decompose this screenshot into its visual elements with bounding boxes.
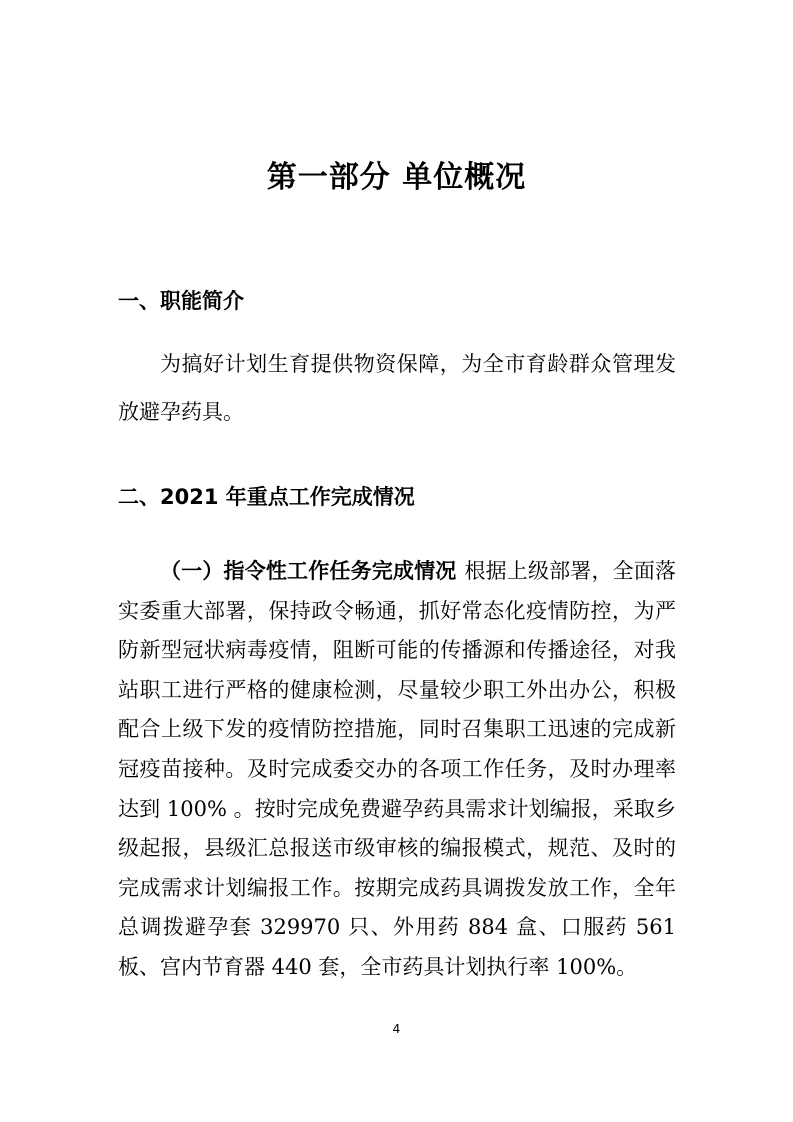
section-heading-work-status: 二、2021 年重点工作完成情况 — [118, 485, 415, 509]
section-heading-functions: 一、职能简介 — [118, 289, 244, 313]
page-number: 4 — [392, 1022, 401, 1036]
paragraph-lead-heading: （一）指令性工作任务完成情况 — [160, 559, 457, 583]
page-title: 第一部分 单位概况 — [266, 160, 527, 195]
section-body-functions: 为搞好计划生育提供物资保障，为全市育龄群众管理发放避孕药具。 — [118, 352, 676, 424]
paragraph-body: 根据上级部署，全面落实委重大部署，保持政令畅通，抓好常态化疫情防控，为严防新型冠状病毒疫情，阻断可能的传播源和传播途径，对我站职工进行严格的健康检测，尽量较少职工外出办公，积极配合上级下发的疫情防控措施，同时召集职工迅速的完成新冠疫苗接种。及时完成委交办的各项工作任务，及时办理率达到 100% 。按时完成免费避孕药具需求计划编报，采取乡级起报，县级汇总报送市级审核的编报模式，规范、及时的完成需求计划编报工作。按期完成药具调拨发放工作，全年总调拨避孕套 329970 只、外用药 884 盒、口服药 561 板、宫内节育器 440 套，全市药具计划执行率 100%。 — [118, 559, 677, 979]
work-status-paragraph — [118, 552, 676, 988]
